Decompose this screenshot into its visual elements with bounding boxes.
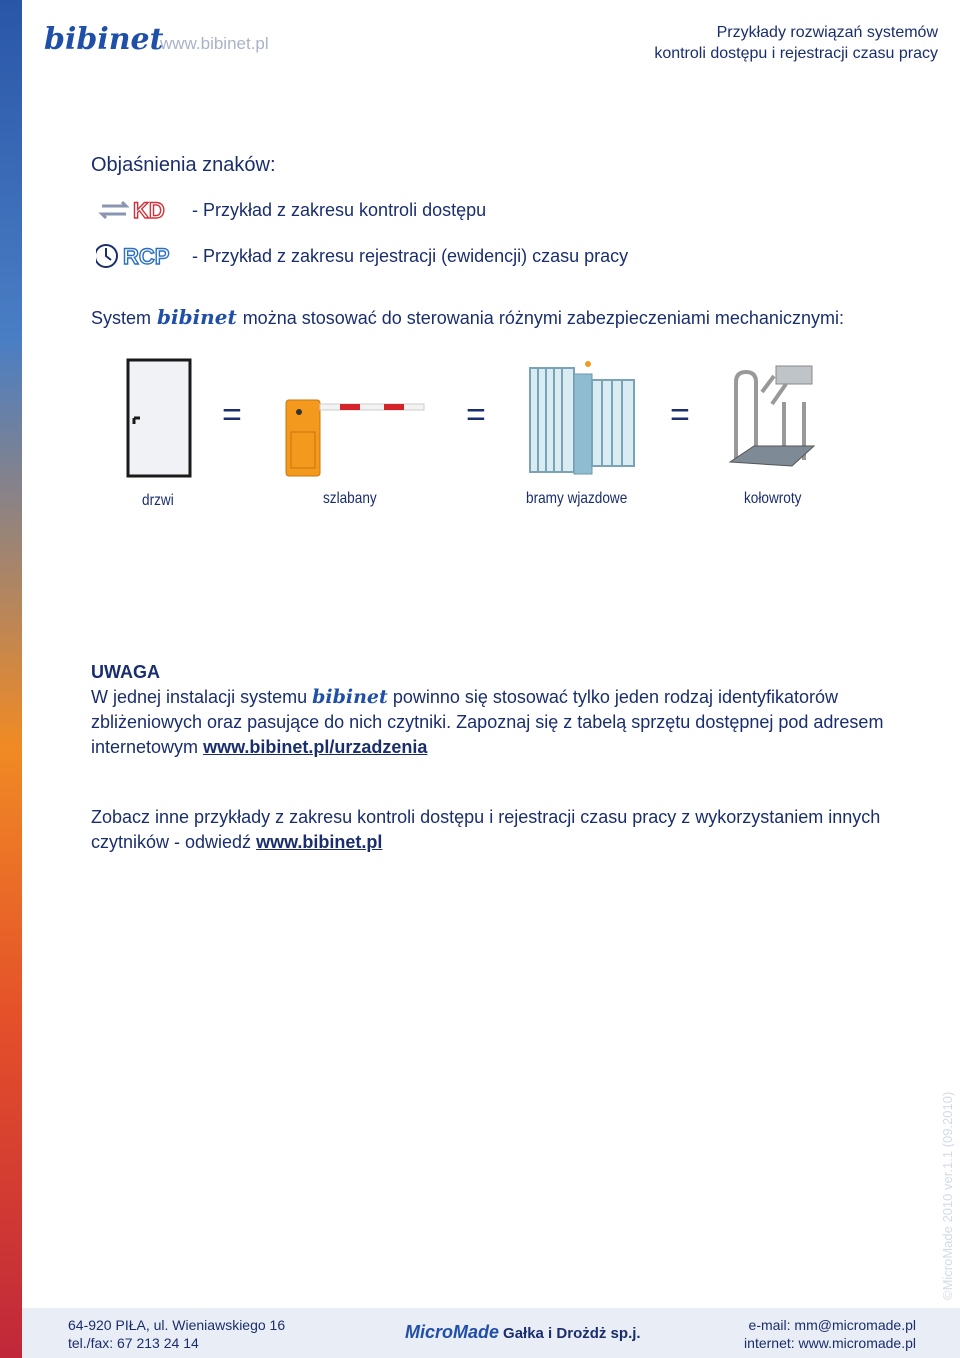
- system-line-before: System: [91, 308, 152, 328]
- warning-text1: W jednej instalacji systemu: [91, 687, 308, 707]
- footer-address: [68, 1316, 285, 1352]
- legend-item-text: - Przykład z zakresu rejestracji (ewidencji) czasu pracy: [192, 245, 629, 266]
- equals-sign: =: [222, 396, 242, 434]
- header-title: [654, 22, 938, 64]
- more-block: [91, 805, 911, 855]
- footer-email[interactable]: e-mail: mm@micromade.pl: [748, 1317, 916, 1333]
- system-line: [91, 305, 844, 329]
- website-link[interactable]: www.bibinet.pl: [256, 832, 383, 852]
- header-url[interactable]: www.bibinet.pl: [160, 34, 269, 53]
- barrier-icon: [282, 392, 432, 477]
- kd-icon: [96, 197, 176, 223]
- warning-text2: powinno się stosować tylko jeden rodzaj identyfikatorów zbliżeniowych oraz pasujące do nich czytniki. Zapoznaj się z tabelą sprzętu dostępnej pod adresem internetowym: [91, 687, 884, 757]
- legend-title: Objaśnienia znaków:: [91, 154, 276, 176]
- copyright-vertical: ©MicroMade 2010 ver.1.1 (09.2010): [940, 1091, 955, 1300]
- rcp-icon-label: RCP: [123, 244, 170, 269]
- bibinet-logo-inline: bibinet: [312, 686, 388, 708]
- footer: [22, 1308, 960, 1358]
- side-gradient-bar: [0, 0, 22, 1358]
- equals-sign: =: [466, 396, 486, 434]
- door-icon: [126, 358, 192, 478]
- footer-internet[interactable]: internet: www.micromade.pl: [744, 1335, 916, 1351]
- footer-contact: [744, 1316, 916, 1352]
- footer-company: [405, 1322, 641, 1343]
- warning-block: [91, 660, 911, 760]
- device-label-barrier: szlabany: [323, 490, 377, 507]
- system-line-after: można stosować do sterowania różnymi zabezpieczeniami mechanicznymi:: [242, 308, 844, 328]
- footer-address-line: 64-920 PIŁA, ul. Wieniawskiego 16: [68, 1317, 286, 1333]
- devices-link[interactable]: www.bibinet.pl/urzadzenia: [203, 737, 428, 757]
- header-title-line2: kontroli dostępu i rejestracji czasu pracy: [654, 45, 938, 62]
- legend-item-kd: [96, 197, 486, 223]
- bibinet-logo-inline: bibinet: [157, 305, 237, 329]
- legend-item-rcp: [96, 242, 628, 270]
- device-label-door: drzwi: [142, 492, 174, 509]
- gate-icon: [526, 360, 638, 478]
- warning-title: UWAGA: [91, 662, 160, 682]
- footer-phone: tel./fax: 67 213 24 14: [68, 1335, 199, 1351]
- kd-icon-label: KD: [133, 198, 165, 223]
- equals-sign: =: [670, 396, 690, 434]
- header-title-line1: Przykłady rozwiązań systemów: [716, 24, 938, 41]
- device-label-gate: bramy wjazdowe: [526, 490, 628, 507]
- micromade-logo: MicroMade: [405, 1322, 500, 1342]
- warning-text: [91, 685, 911, 760]
- company-name: Gałka i Drożdż sp.j.: [503, 1325, 641, 1342]
- legend-item-text: - Przykład z zakresu kontroli dostępu: [192, 199, 487, 220]
- more-text: Zobacz inne przykłady z zakresu kontroli dostępu i rejestracji czasu pracy z wykorzystaniem innych czytników - odwiedź: [91, 807, 881, 852]
- device-label-turnstile: kołowroty: [744, 490, 802, 507]
- rcp-clock-icon: [96, 242, 176, 270]
- bibinet-logo: bibinet: [44, 22, 164, 57]
- turnstile-icon: [724, 362, 816, 474]
